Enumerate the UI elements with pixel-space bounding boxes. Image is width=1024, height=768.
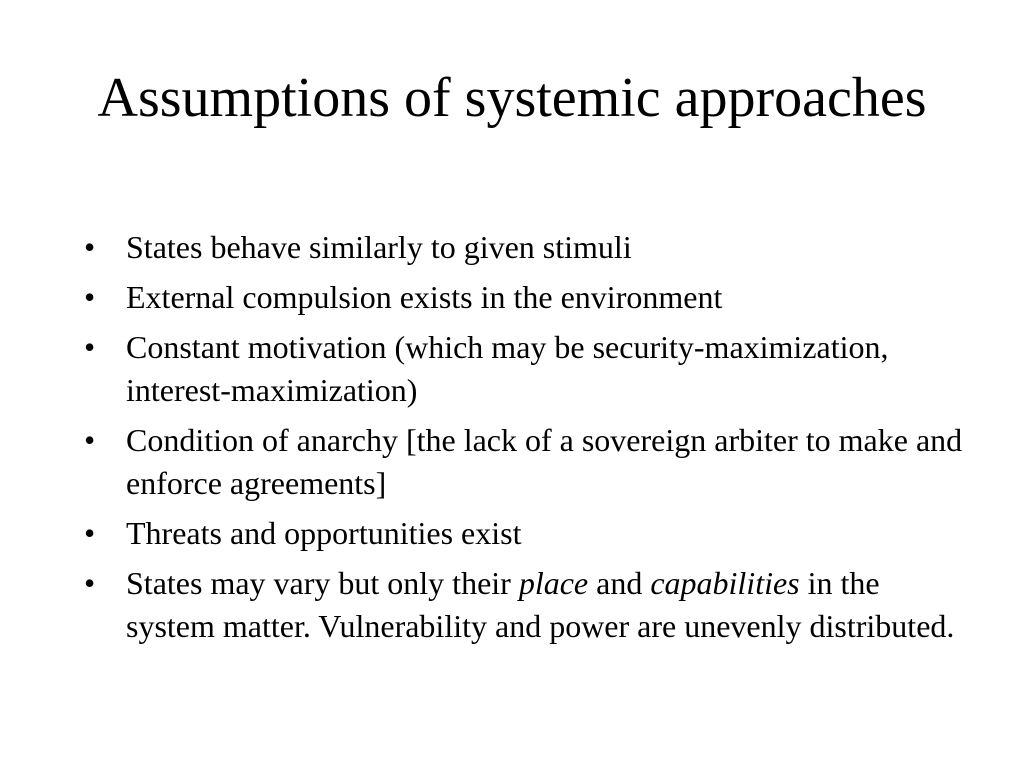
bullet-icon: • [84,565,96,601]
bullet-icon: • [84,422,96,458]
bullet-icon: • [84,329,96,365]
bullet-item [84,226,964,269]
bullet-text-segment: in the system matter. Vulnerability and power are unevenly distributed. [126,565,955,644]
bullet-text: Threats and opportunities exist [126,515,522,551]
bullet-text-segment: States may vary but only their [126,565,519,601]
bullet-text: External compulsion exists in the environment [126,279,723,315]
bullet-icon: • [84,279,96,315]
bullet-item [84,512,964,555]
bullet-text: Condition of anarchy [the lack of a sovereign arbiter to make and enforce agreements] [126,422,963,501]
bullet-list [84,226,964,655]
bullet-icon: • [84,229,96,265]
slide-title: Assumptions of systemic approaches [97,67,927,129]
bullet-icon: • [84,515,96,551]
bullet-item [84,419,964,505]
bullet-text-segment: and [588,565,651,601]
emphasis-capabilities: capabilities [650,565,800,601]
bullet-item [84,326,964,412]
emphasis-place: place [518,565,589,601]
bullet-text: Constant motivation (which may be security-maximization, interest-maximization) [126,329,889,408]
bullet-item [84,562,964,648]
bullet-text: States behave similarly to given stimuli [126,229,632,265]
bullet-item [84,276,964,319]
bullet-text [126,565,954,644]
